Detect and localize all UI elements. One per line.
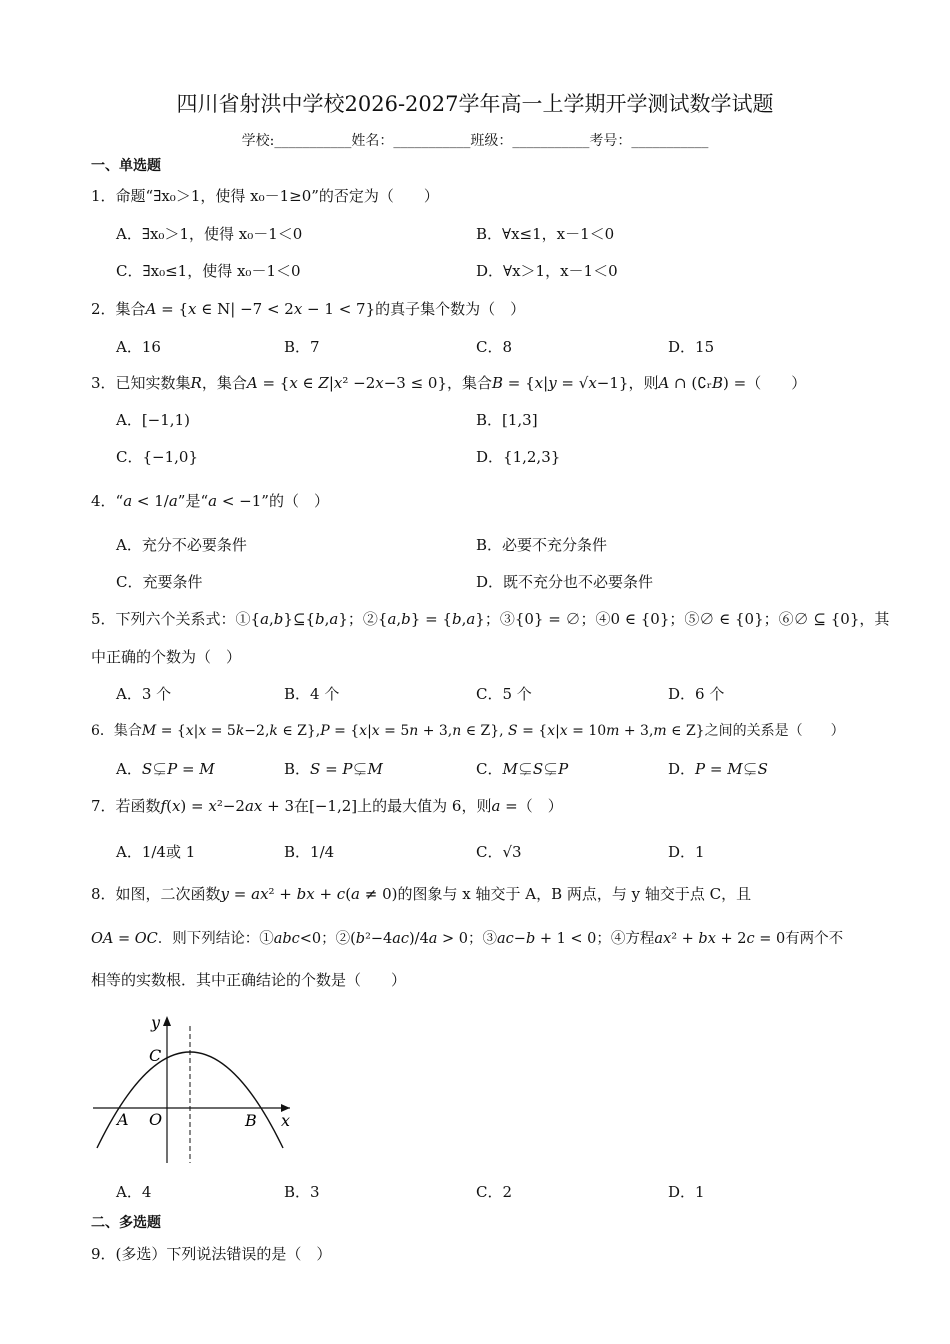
question-8-option-c: C．2 (476, 1183, 513, 1201)
question-8-option-d: D．1 (668, 1183, 705, 1201)
label-a: A (117, 1110, 129, 1129)
question-6-option-c: C．𝑀⊊𝑆⊊𝑃 (476, 760, 569, 778)
question-2-option-a: A．16 (116, 338, 161, 356)
question-3-option-c: C．{−1,0} (116, 448, 198, 466)
question-8-option-b: B．3 (284, 1183, 320, 1201)
question-2-option-d: D．15 (668, 338, 715, 356)
y-axis-arrow (163, 1016, 171, 1026)
question-5-option-a: A．3 个 (116, 685, 172, 703)
question-6-option-a: A．𝑆⊊𝑃 = 𝑀 (116, 760, 215, 778)
question-4-option-b: B．必要不充分条件 (476, 536, 608, 554)
label-b: B (245, 1111, 257, 1130)
question-6-option-d: D．𝑃 = 𝑀⊊𝑆 (668, 760, 768, 778)
label-y: y (151, 1013, 161, 1032)
parabola-figure (85, 1008, 305, 1168)
question-7-stem: 7．若函数𝑓(𝑥) = 𝑥²−2𝑎𝑥 + 3在[−1,2]上的最大值为 6，则𝑎 =（ ） (91, 797, 563, 815)
question-8-option-a: A．4 (116, 1183, 152, 1201)
section-heading-multi-choice: 二、多选题 (91, 1215, 161, 1231)
question-3-option-d: D．{1,2,3} (476, 448, 561, 466)
question-9-stem: 9．(多选）下列说法错误的是（ ） (91, 1245, 332, 1263)
question-4-option-c: C．充要条件 (116, 573, 203, 591)
question-5-stem-cont: 中正确的个数为（ ） (91, 648, 242, 666)
question-1-option-d: D．∀x＞1，x－1＜0 (476, 262, 618, 280)
question-6-stem: 6．集合𝑀 = {𝑥|𝑥 = 5𝑘−2,𝑘 ∈ Z},𝑃 = {𝑥|𝑥 = 5𝑛 + 3,𝑛 ∈ Z}, 𝑆 = {𝑥|𝑥 = 10𝑚 + 3,𝑚 ∈ Z}之间的关系是（ ） (91, 723, 845, 739)
question-1-option-a: A．∃x₀＞1，使得 x₀－1＜0 (116, 225, 303, 243)
question-3-option-a: A．[−1,1) (116, 411, 190, 429)
question-8-stem-cont: 𝑂𝐴 = 𝑂𝐶．则下列结论：①𝑎𝑏𝑐<0；②(𝑏²−4𝑎𝑐)/4𝑎 > 0；③𝑎𝑐−𝑏 + 1 < 0；④方程𝑎𝑥² + 𝑏𝑥 + 2𝑐 = 0有两个不 (91, 931, 844, 947)
question-5-stem: 5．下列六个关系式：①{𝑎,𝑏}⊆{𝑏,𝑎}；②{𝑎,𝑏} = {𝑏,𝑎}；③{0} = ∅；④0 ∈ {0}；⑤∅ ∈ {0}；⑥∅ ⊆ {0}，其 (91, 610, 890, 628)
question-4-stem: 4．“𝑎 < 1/𝑎”是“𝑎 < −1”的（ ） (91, 492, 329, 510)
question-1-option-c: C．∃x₀≤1，使得 x₀－1＜0 (116, 262, 301, 280)
question-7-option-d: D．1 (668, 843, 705, 861)
question-5-option-d: D．6 个 (668, 685, 725, 703)
question-7-option-b: B．1/4 (284, 843, 335, 861)
question-8-stem: 8．如图，二次函数𝑦 = 𝑎𝑥² + 𝑏𝑥 + 𝑐(𝑎 ≠ 0)的图象与 x 轴交于 A，B 两点，与 y 轴交于点 C，且 (91, 885, 752, 903)
question-7-option-a: A．1/4或 1 (116, 843, 196, 861)
question-2-stem: 2．集合𝐴 = {𝑥 ∈ N| −7 < 2𝑥 − 1 < 7}的真子集个数为（ ） (91, 300, 526, 318)
question-6-option-b: B．𝑆 = 𝑃⊊𝑀 (284, 760, 383, 778)
label-c: C (149, 1046, 162, 1065)
question-4-option-d: D．既不充分也不必要条件 (476, 573, 654, 591)
question-8-stem-cont-2: 相等的实数根．其中正确结论的个数是（ ） (91, 971, 407, 989)
section-heading-single-choice: 一、单选题 (91, 158, 161, 174)
question-7-option-c: C．√3 (476, 843, 522, 861)
question-1-stem: 1．命题“∃x₀＞1，使得 x₀－1≥0”的否定为（ ） (91, 187, 439, 205)
page-title: 四川省射洪中学校2026-2027学年高一上学期开学测试数学试题 (176, 92, 774, 116)
question-2-option-c: C．8 (476, 338, 513, 356)
question-4-option-a: A．充分不必要条件 (116, 536, 247, 554)
question-5-option-c: C．5 个 (476, 685, 532, 703)
question-5-option-b: B．4 个 (284, 685, 340, 703)
label-x: x (281, 1111, 291, 1130)
student-info-line: 学校:___________姓名：___________班级：___________考号：___________ (241, 133, 709, 149)
question-1-option-b: B．∀x≤1，x－1＜0 (476, 225, 615, 243)
question-3-stem: 3．已知实数集𝑅，集合𝐴 = {𝑥 ∈ 𝑍|𝑥² −2𝑥−3 ≤ 0}，集合𝐵 = {𝑥|𝑦 = √𝑥−1}，则𝐴 ∩ (∁ᵣ𝐵) =（ ） (91, 374, 807, 392)
question-3-option-b: B．[1,3] (476, 411, 538, 429)
label-o: O (149, 1110, 163, 1129)
question-2-option-b: B．7 (284, 338, 320, 356)
